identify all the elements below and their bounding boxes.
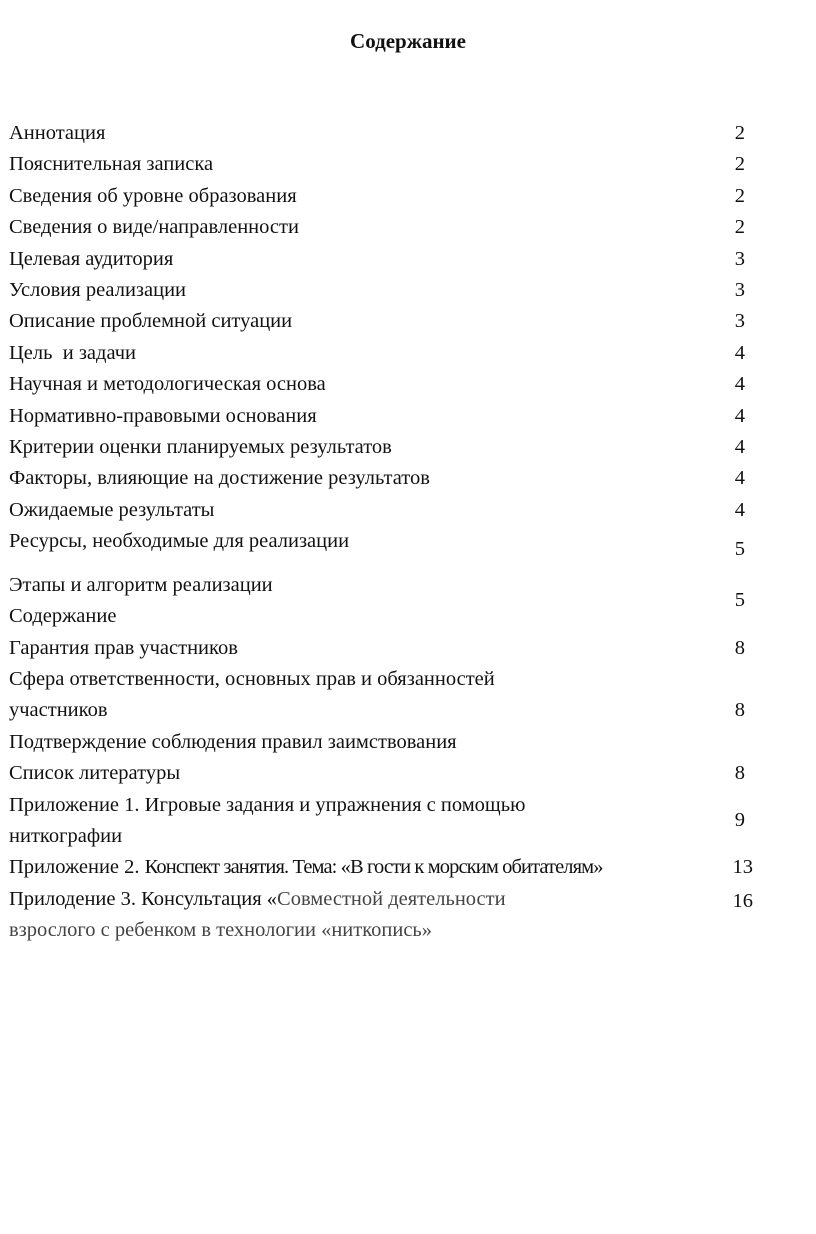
toc-entry (9, 570, 769, 633)
toc-entry (9, 244, 769, 275)
toc-entry-title: Сведения о виде/направленности (9, 216, 299, 239)
toc-entry (9, 884, 769, 947)
toc-entry (9, 790, 769, 853)
toc-entry-page: 8 (734, 636, 745, 659)
toc-entry-title: Ожидаемые результаты (9, 498, 215, 521)
toc-entry (9, 758, 769, 789)
toc-entry-page: 5 (734, 538, 745, 561)
toc-entry-page: 4 (734, 404, 745, 427)
toc-entry-title: Научная и методологическая основа (9, 373, 326, 396)
toc-entry-page: 2 (734, 184, 745, 207)
toc-entry-page: 4 (734, 341, 745, 364)
toc-entry-title: Пояснительная записка (9, 153, 214, 176)
toc-entry (9, 727, 769, 758)
toc-entry (9, 149, 769, 180)
toc-entry-title: Список литературы (9, 762, 181, 785)
table-of-contents (9, 118, 769, 947)
toc-entry-title: Описание проблемной ситуации (9, 310, 293, 333)
page-title: Содержание (350, 29, 466, 53)
toc-entry-page: 2 (734, 216, 745, 239)
toc-entry-title: Критерии оценки планируемых результатов (9, 436, 392, 459)
toc-entry-title-prefix: Приложение 2. (9, 856, 145, 879)
toc-entry-title-line: взрослого с ребенком в технологии «ниткопись» (9, 919, 433, 942)
toc-entry-title (9, 884, 699, 915)
toc-entry-title: Цель и задачи (9, 341, 137, 364)
toc-entry-page: 16 (732, 889, 753, 912)
toc-entry-title: Этапы и алгоритм реализации (9, 573, 273, 596)
toc-entry-page: 5 (734, 588, 745, 611)
toc-entry-title: Условия реализации (9, 279, 187, 302)
toc-entry-page: 4 (734, 467, 745, 490)
toc-entry-title-line: участников (9, 699, 108, 722)
toc-entry (9, 526, 769, 561)
toc-entry-page: 3 (734, 247, 745, 270)
toc-entry-title: Сведения об уровне образования (9, 184, 297, 207)
toc-entry-page: 4 (734, 373, 745, 396)
toc-entry-page: 4 (734, 498, 745, 521)
toc-entry-title: Подтверждение соблюдения правил заимствования (9, 730, 457, 753)
toc-entry (9, 633, 769, 664)
toc-entry-title-prefix: Прилодение 3. Консультация « (9, 887, 278, 910)
toc-entry-title: Гарантия прав участников (9, 636, 238, 659)
toc-entry-page: 3 (734, 310, 745, 333)
toc-entry-page: 13 (732, 856, 753, 879)
toc-entry (9, 338, 769, 369)
toc-entry (9, 401, 769, 432)
toc-entry-title-line: ниткографии (9, 824, 123, 847)
toc-entry (9, 181, 769, 212)
toc-entry (9, 306, 769, 337)
toc-entry-page: 2 (734, 122, 745, 144)
toc-entry-title: Ресурсы, необходимые для реализации (9, 530, 350, 553)
toc-entry-title: Целевая аудитория (9, 247, 174, 270)
toc-entry (9, 432, 769, 463)
toc-entry (9, 118, 769, 149)
toc-entry-title: Сфера ответственности, основных прав и обязанностей (9, 667, 495, 690)
toc-entry-page: 3 (734, 279, 745, 302)
toc-entry-page: 9 (734, 808, 745, 831)
toc-entry-title-line: Содержание (9, 605, 117, 628)
toc-entry-page: 2 (734, 153, 745, 176)
toc-entry-title: Приложение 1. Игровые задания и упражнения с помощью (9, 793, 526, 816)
toc-entry (9, 463, 769, 494)
toc-entry (9, 664, 769, 727)
toc-entry-title: Нормативно-правовыми основания (9, 404, 317, 427)
toc-entry-title-rest: Совместной деятельности (277, 887, 506, 910)
toc-entry (9, 495, 769, 526)
toc-entry (9, 369, 769, 400)
toc-entry-title: Факторы, влияющие на достижение результатов (9, 467, 430, 490)
toc-entry (9, 212, 769, 243)
toc-entry (9, 852, 769, 883)
toc-entry-title (9, 852, 699, 883)
toc-entry (9, 275, 769, 306)
toc-entry-title: Аннотация (9, 122, 106, 144)
toc-entry-page: 8 (734, 762, 745, 785)
toc-entry-title-rest: Конспект занятия. Тема: «В гости к морским обитателям» (144, 856, 603, 879)
toc-entry-page: 8 (734, 698, 745, 721)
toc-entry-page: 4 (734, 436, 745, 459)
